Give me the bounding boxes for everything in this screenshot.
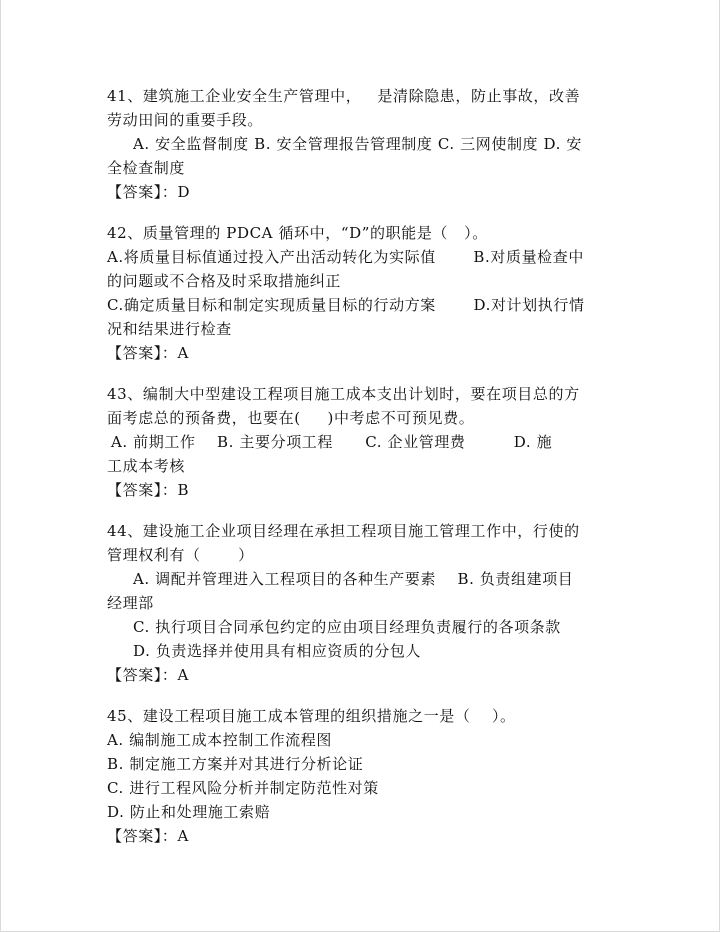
answer-line: 【答案】：A bbox=[107, 666, 189, 684]
question-43 bbox=[107, 382, 617, 502]
question-options: A.将质量目标值通过投入产出活动转化为实际值 B.对质量检查中 bbox=[107, 248, 584, 266]
question-options: D. 负责选择并使用具有相应资质的分包人 bbox=[133, 642, 422, 660]
question-options: D. 防止和处理施工索赔 bbox=[107, 803, 271, 821]
answer-line: 【答案】：B bbox=[107, 481, 190, 499]
question-text: 面考虑总的预备费，也要在( )中考虑不可预见费。 bbox=[107, 409, 475, 427]
question-text: 45、建设工程项目施工成本管理的组织措施之一是（ ）。 bbox=[107, 707, 516, 725]
question-options: 的问题或不合格及时采取措施纠正 bbox=[107, 272, 342, 290]
answer-line: 【答案】：D bbox=[107, 183, 191, 201]
question-options: A. 编制施工成本控制工作流程图 bbox=[107, 731, 332, 749]
question-options: 况和结果进行检查 bbox=[107, 320, 232, 338]
question-options: A. 调配并管理进入工程项目的各种生产要素 B. 负责组建项目 bbox=[133, 570, 574, 588]
question-text: 管理权利有（ ） bbox=[107, 546, 254, 564]
question-options: 工成本考核 bbox=[107, 457, 186, 475]
question-45 bbox=[107, 704, 617, 848]
question-text: 42、质量管理的 PDCA 循环中，“D”的职能是（ ）。 bbox=[107, 224, 488, 242]
question-text: 劳动田间的重要手段。 bbox=[107, 111, 264, 129]
answer-line: 【答案】：A bbox=[107, 344, 189, 362]
question-list bbox=[107, 84, 617, 848]
question-42 bbox=[107, 221, 617, 365]
question-options: C. 执行项目合同承包约定的应由项目经理负责履行的各项条款 bbox=[133, 618, 561, 636]
question-options: A. 前期工作 B. 主要分项工程 C. 企业管理费 D. 施 bbox=[111, 433, 553, 451]
question-options: C.确定质量目标和制定实现质量目标的行动方案 D.对计划执行情 bbox=[107, 296, 585, 314]
question-options: A. 安全监督制度 B. 安全管理报告管理制度 C. 三网使制度 D. 安 bbox=[133, 135, 582, 153]
question-text: 43、编制大中型建设工程项目施工成本支出计划时，要在项目总的方 bbox=[107, 385, 580, 403]
question-44 bbox=[107, 519, 617, 687]
question-options: B. 制定施工方案并对其进行分析论证 bbox=[107, 755, 364, 773]
question-text: 44、建设施工企业项目经理在承担工程项目施工管理工作中，行使的 bbox=[107, 522, 580, 540]
question-options: 全检查制度 bbox=[107, 159, 186, 177]
answer-line: 【答案】：A bbox=[107, 827, 189, 845]
question-options: C. 进行工程风险分析并制定防范性对策 bbox=[107, 779, 379, 797]
question-text: 41、建筑施工企业安全生产管理中， 是清除隐患，防止事故，改善 bbox=[107, 87, 581, 105]
question-options: 经理部 bbox=[107, 594, 154, 612]
question-41 bbox=[107, 84, 617, 204]
